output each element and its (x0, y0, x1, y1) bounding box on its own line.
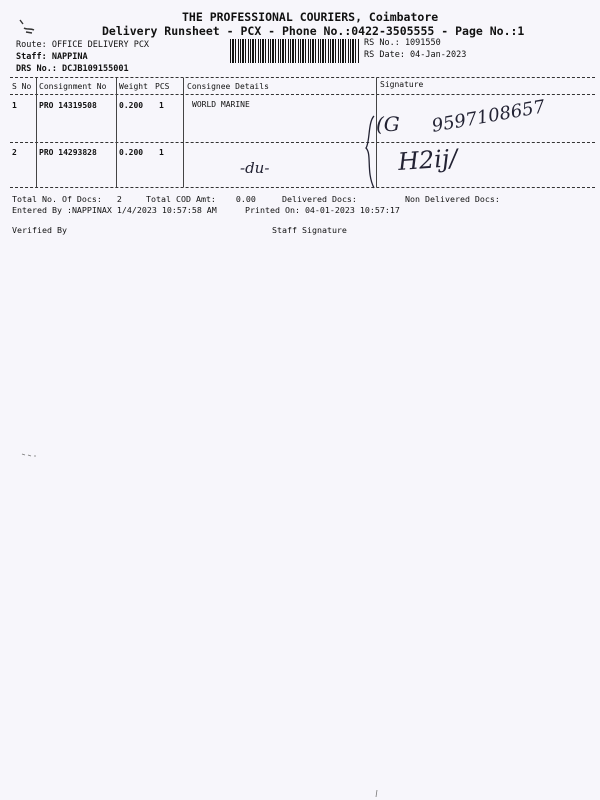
row1-sno: 1 (12, 101, 17, 110)
col-header-pcs: PCS (155, 82, 170, 91)
row2-sno: 2 (12, 148, 17, 157)
scan-speck (374, 790, 380, 798)
signature-mark-1: (G (376, 112, 400, 136)
col-header-sno: S No (12, 82, 32, 91)
drs-number: DRS No.: DCJB109155001 (16, 64, 129, 74)
col-header-consignment: Consignment No (39, 82, 107, 91)
staff-label: Staff: NAPPINA (16, 52, 88, 62)
table-top-rule (10, 77, 595, 78)
col-divider (116, 78, 117, 187)
verified-by: Verified By (12, 225, 67, 235)
company-title: THE PROFESSIONAL COURIERS, Coimbatore (182, 10, 439, 24)
row2-consignment: PRO 14293828 (39, 148, 97, 157)
row1-bottom-rule (10, 142, 595, 143)
row2-pcs: 1 (159, 148, 164, 157)
col-divider (36, 78, 37, 187)
handwritten-dash-note: -du- (240, 159, 270, 177)
corner-mark-icon (18, 18, 38, 38)
row1-consignee: WORLD MARINE (192, 100, 250, 109)
table-bottom-rule (10, 187, 595, 188)
rs-date: RS Date: 04-Jan-2023 (364, 50, 467, 60)
col-header-consignee: Consignee Details (187, 82, 269, 91)
handwritten-phone: 9597108657 (430, 96, 547, 137)
runsheet-title: Delivery Runsheet - PCX - Phone No.:0422-3505555 - Page No.:1 (102, 24, 525, 38)
rs-number: RS No.: 1091550 (364, 38, 441, 48)
barcode (230, 39, 360, 63)
row1-consignment: PRO 14319508 (39, 101, 97, 110)
total-cod: Total COD Amt: 0.00 (146, 194, 256, 204)
signature-mark-2: H2ij/ (397, 143, 459, 177)
scan-speck (22, 452, 42, 458)
staff-signature: Staff Signature (272, 225, 347, 235)
row1-weight: 0.200 (119, 101, 144, 110)
row2-weight: 0.200 (119, 148, 144, 157)
col-divider (183, 78, 184, 187)
entered-by: Entered By :NAPPINAX 1/4/2023 10:57:58 AM (12, 205, 217, 215)
header-bottom-rule (10, 94, 595, 95)
route-label: Route: OFFICE DELIVERY PCX (16, 40, 150, 50)
delivered-docs: Delivered Docs: (282, 194, 357, 204)
row1-pcs: 1 (159, 101, 164, 110)
col-header-signature: Signature (380, 80, 424, 89)
non-delivered-docs: Non Delivered Docs: (405, 194, 500, 204)
printed-on: Printed On: 04-01-2023 10:57:17 (245, 205, 400, 215)
total-docs: Total No. Of Docs: 2 (12, 194, 122, 204)
col-header-weight: Weight (119, 82, 148, 91)
